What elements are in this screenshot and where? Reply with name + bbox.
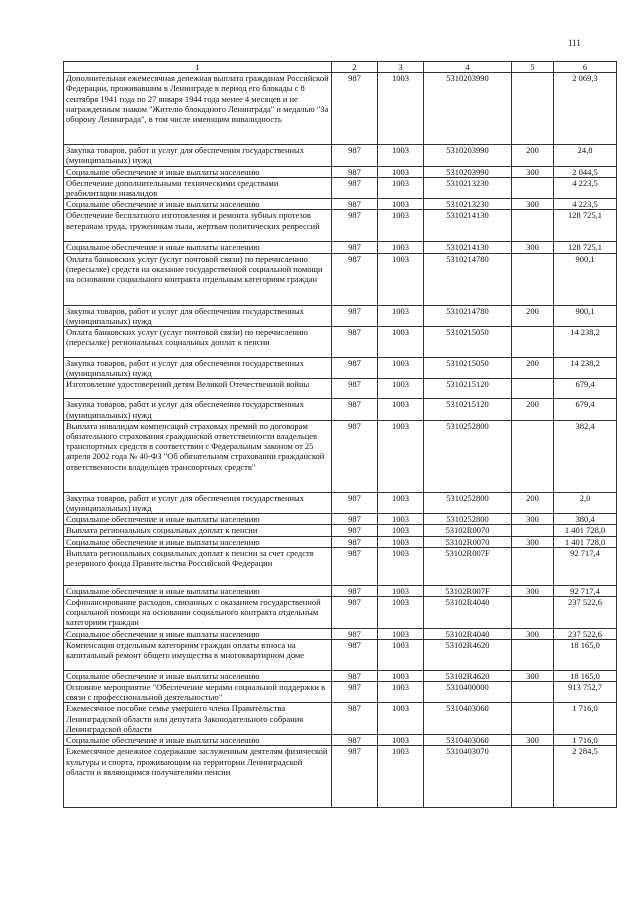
table-header-row	[64, 62, 617, 73]
row-value-cell: 237 522,6	[554, 597, 617, 629]
row-value-cell: 14 238,2	[554, 358, 617, 379]
table-row	[64, 242, 617, 253]
row-name-cell: Социальное обеспечение и иные выплаты населению	[64, 628, 332, 639]
row-value-cell: 300	[512, 166, 554, 177]
table-row	[64, 253, 617, 305]
row-value-cell: 987	[332, 199, 378, 210]
column-header: 2	[332, 62, 378, 73]
row-value-cell: 380,4	[554, 514, 617, 525]
row-value-cell: 1003	[378, 735, 424, 746]
row-value-cell: 900,1	[554, 305, 617, 326]
table-row	[64, 420, 617, 492]
row-name-cell: Закупка товаров, работ и услуг для обеспечения государственных (муниципальных) нужд	[64, 492, 332, 513]
row-name-cell: Социальное обеспечение и иные выплаты населению	[64, 166, 332, 177]
row-value-cell: 987	[332, 210, 378, 242]
row-name-cell: Социальное обеспечение и иные выплаты населению	[64, 670, 332, 681]
row-value-cell: 5310203990	[424, 145, 512, 166]
row-value-cell: 53102R007F	[424, 585, 512, 596]
row-value-cell: 300	[512, 585, 554, 596]
row-value-cell: 913 752,7	[554, 682, 617, 703]
row-value-cell: 2 284,5	[554, 746, 617, 808]
row-name-cell: Изготовление удостоверений детям Великой Отечественной войны	[64, 379, 332, 399]
row-value-cell: 24,8	[554, 145, 617, 166]
row-name-cell: Социальное обеспечение и иные выплаты населению	[64, 735, 332, 746]
row-value-cell: 987	[332, 514, 378, 525]
row-value-cell: 5310252800	[424, 514, 512, 525]
row-name-cell: Выплата региональных социальных доплат к пенсии за счет средств резервного фонда Правительства Российской Федерации	[64, 547, 332, 585]
row-value-cell: 4 223,5	[554, 177, 617, 198]
row-value-cell: 53102R4620	[424, 670, 512, 681]
row-name-cell: Дополнительная ежемесячная денежная выплата гражданам Российской Федерации, проживавшим в Ленинграде в период его блокады с 8 сентября 1941 года по 27 января 1944 года менее 4 месяцев и не награжденным знаком "Жителю блокадного Ленинграда" и медалью "За оборону Ленинграда", в том числе имеющим инвалидность	[64, 73, 332, 145]
row-value-cell: 1003	[378, 145, 424, 166]
row-value-cell: 1003	[378, 597, 424, 629]
row-value-cell: 1003	[378, 492, 424, 513]
row-value-cell: 5310215050	[424, 327, 512, 358]
row-value-cell: 5310203990	[424, 73, 512, 145]
row-value-cell: 1003	[378, 327, 424, 358]
row-value-cell: 18 165,0	[554, 670, 617, 681]
row-value-cell: 987	[332, 166, 378, 177]
row-value-cell: 987	[332, 682, 378, 703]
row-value-cell: 1003	[378, 73, 424, 145]
row-value-cell: 987	[332, 305, 378, 326]
row-value-cell: 5310400000	[424, 682, 512, 703]
row-value-cell	[512, 525, 554, 536]
table-row	[64, 547, 617, 585]
table-row	[64, 703, 617, 735]
row-value-cell: 53102R4620	[424, 639, 512, 670]
row-value-cell: 987	[332, 145, 378, 166]
row-value-cell: 1003	[378, 682, 424, 703]
row-name-cell: Обеспечение бесплатного изготовления и ремонта зубных протезов ветеранам труда, труженикам тыла, жертвам политических репрессий	[64, 210, 332, 242]
row-value-cell: 987	[332, 242, 378, 253]
row-value-cell: 1003	[378, 585, 424, 596]
row-value-cell: 5310214130	[424, 210, 512, 242]
table-row	[64, 682, 617, 703]
row-value-cell	[512, 682, 554, 703]
row-value-cell: 5310213230	[424, 199, 512, 210]
row-value-cell: 1 716,0	[554, 735, 617, 746]
row-value-cell: 18 165,0	[554, 639, 617, 670]
row-name-cell: Социальное обеспечение и иные выплаты населению	[64, 585, 332, 596]
table-row	[64, 358, 617, 379]
row-value-cell: 1003	[378, 547, 424, 585]
row-value-cell: 1003	[378, 199, 424, 210]
row-value-cell: 14 238,2	[554, 327, 617, 358]
row-value-cell: 5310214130	[424, 242, 512, 253]
row-value-cell: 5310403070	[424, 746, 512, 808]
row-value-cell: 5310203990	[424, 166, 512, 177]
row-value-cell: 1003	[378, 703, 424, 735]
column-header: 6	[554, 62, 617, 73]
row-value-cell: 4 223,5	[554, 199, 617, 210]
row-value-cell	[512, 177, 554, 198]
row-value-cell: 5310214780	[424, 305, 512, 326]
row-name-cell: Социальное обеспечение и иные выплаты населению	[64, 514, 332, 525]
row-value-cell: 128 725,1	[554, 210, 617, 242]
row-name-cell: Закупка товаров, работ и услуг для обеспечения государственных (муниципальных) нужд	[64, 358, 332, 379]
row-value-cell: 1003	[378, 525, 424, 536]
column-header: 3	[378, 62, 424, 73]
row-value-cell: 1003	[378, 420, 424, 492]
row-value-cell: 5310215050	[424, 358, 512, 379]
table-row	[64, 746, 617, 808]
row-value-cell: 987	[332, 420, 378, 492]
table-row	[64, 585, 617, 596]
row-value-cell: 382,4	[554, 420, 617, 492]
row-value-cell: 53102R4040	[424, 597, 512, 629]
table-row	[64, 305, 617, 326]
row-value-cell: 987	[332, 670, 378, 681]
row-value-cell	[512, 746, 554, 808]
row-value-cell: 987	[332, 536, 378, 547]
row-value-cell	[512, 253, 554, 305]
row-value-cell: 53102R0070	[424, 525, 512, 536]
table-row	[64, 536, 617, 547]
budget-table	[63, 61, 617, 808]
row-value-cell	[512, 547, 554, 585]
row-value-cell	[512, 327, 554, 358]
row-value-cell: 5310252800	[424, 492, 512, 513]
table-row	[64, 379, 617, 399]
row-name-cell: Основное мероприятие "Обеспечение мерами социальной поддержки в связи с профессиональной деятельностью"	[64, 682, 332, 703]
table-row	[64, 199, 617, 210]
row-value-cell: 1003	[378, 166, 424, 177]
table-row	[64, 166, 617, 177]
row-value-cell: 679,4	[554, 379, 617, 399]
row-value-cell: 1003	[378, 379, 424, 399]
row-value-cell: 987	[332, 597, 378, 629]
row-name-cell: Социальное обеспечение и иные выплаты населению	[64, 199, 332, 210]
row-value-cell: 53102R007F	[424, 547, 512, 585]
row-value-cell: 1003	[378, 514, 424, 525]
column-header: 1	[64, 62, 332, 73]
table-row	[64, 177, 617, 198]
row-value-cell: 679,4	[554, 399, 617, 420]
table-row	[64, 597, 617, 629]
row-value-cell: 1003	[378, 177, 424, 198]
table-row	[64, 670, 617, 681]
row-value-cell: 300	[512, 536, 554, 547]
table-row	[64, 514, 617, 525]
row-value-cell: 1 401 728,0	[554, 525, 617, 536]
row-value-cell	[512, 420, 554, 492]
row-value-cell: 2,0	[554, 492, 617, 513]
row-value-cell: 200	[512, 145, 554, 166]
row-value-cell: 987	[332, 177, 378, 198]
table-row	[64, 525, 617, 536]
table-row	[64, 492, 617, 513]
table-row	[64, 735, 617, 746]
row-value-cell: 200	[512, 399, 554, 420]
row-name-cell: Социальное обеспечение и иные выплаты населению	[64, 242, 332, 253]
row-value-cell: 5310213230	[424, 177, 512, 198]
table-row	[64, 639, 617, 670]
row-value-cell: 300	[512, 670, 554, 681]
row-value-cell: 987	[332, 628, 378, 639]
row-value-cell: 1003	[378, 628, 424, 639]
row-value-cell: 1003	[378, 210, 424, 242]
row-value-cell: 1003	[378, 639, 424, 670]
row-value-cell: 987	[332, 73, 378, 145]
row-name-cell: Закупка товаров, работ и услуг для обеспечения государственных (муниципальных) нужд	[64, 399, 332, 420]
row-value-cell: 300	[512, 242, 554, 253]
row-value-cell: 53102R0070	[424, 536, 512, 547]
row-value-cell: 5310214780	[424, 253, 512, 305]
row-value-cell: 1003	[378, 399, 424, 420]
row-value-cell: 5310403060	[424, 703, 512, 735]
row-value-cell: 987	[332, 379, 378, 399]
row-value-cell: 1003	[378, 242, 424, 253]
row-value-cell: 5310252800	[424, 420, 512, 492]
row-value-cell	[512, 210, 554, 242]
row-value-cell: 5310215120	[424, 399, 512, 420]
row-value-cell: 300	[512, 735, 554, 746]
row-name-cell: Компенсация отдельным категориям граждан оплаты взноса на капитальный ремонт общего имущества в многоквартирном доме	[64, 639, 332, 670]
row-value-cell	[512, 597, 554, 629]
row-value-cell	[512, 73, 554, 145]
table-row	[64, 628, 617, 639]
row-value-cell: 2 069,3	[554, 73, 617, 145]
row-name-cell: Ежемесячное пособие семье умершего члена Правительства Ленинградской области или депутата Законодательного собрания Ленинградской области	[64, 703, 332, 735]
row-value-cell: 987	[332, 253, 378, 305]
page-number: 111	[568, 38, 581, 48]
column-header: 4	[424, 62, 512, 73]
row-value-cell: 237 522,6	[554, 628, 617, 639]
row-name-cell: Оплата банковских услуг (услуг почтовой связи) по перечислению (пересылке) средств на оказание государственной социальной помощи на основании социального контракта отдельным категориям граждан	[64, 253, 332, 305]
row-value-cell: 987	[332, 585, 378, 596]
row-value-cell: 200	[512, 358, 554, 379]
row-value-cell: 53102R4040	[424, 628, 512, 639]
row-value-cell: 2 044,5	[554, 166, 617, 177]
row-value-cell: 1003	[378, 746, 424, 808]
row-value-cell: 1003	[378, 536, 424, 547]
row-value-cell	[512, 639, 554, 670]
row-value-cell: 1 401 728,0	[554, 536, 617, 547]
row-value-cell: 300	[512, 514, 554, 525]
row-value-cell: 1003	[378, 670, 424, 681]
row-value-cell: 987	[332, 735, 378, 746]
row-value-cell: 987	[332, 492, 378, 513]
row-value-cell: 5310403060	[424, 735, 512, 746]
row-value-cell: 987	[332, 525, 378, 536]
table-row	[64, 327, 617, 358]
row-value-cell	[512, 703, 554, 735]
row-name-cell: Обеспечение дополнительными техническими средствами реабилитации инвалидов	[64, 177, 332, 198]
row-name-cell: Закупка товаров, работ и услуг для обеспечения государственных (муниципальных) нужд	[64, 145, 332, 166]
row-value-cell: 1003	[378, 358, 424, 379]
row-value-cell: 1003	[378, 253, 424, 305]
row-value-cell: 300	[512, 199, 554, 210]
table-row	[64, 73, 617, 145]
row-value-cell: 1003	[378, 305, 424, 326]
row-value-cell: 987	[332, 547, 378, 585]
row-value-cell: 987	[332, 703, 378, 735]
row-name-cell: Выплата инвалидам компенсаций страховых премий по договорам обязательного страхования гражданской ответственности владельцев транспортных средств в соответствии с Федеральным законом от 25 апреля 2002 года № 40-ФЗ "Об обязательном страховании гражданской ответственности владельцев транспортных средств"	[64, 420, 332, 492]
row-value-cell: 5310215120	[424, 379, 512, 399]
row-value-cell: 128 725,1	[554, 242, 617, 253]
row-name-cell: Ежемесячное денежное содержание заслуженным деятелям физической культуры и спорта, проживающим на территории Ленинградской области и являющимся получателями пенсии	[64, 746, 332, 808]
row-name-cell: Выплата региональных социальных доплат к пенсии	[64, 525, 332, 536]
table-row	[64, 399, 617, 420]
row-value-cell: 987	[332, 746, 378, 808]
row-value-cell	[512, 379, 554, 399]
table-row	[64, 145, 617, 166]
table-row	[64, 210, 617, 242]
table-body	[64, 73, 617, 808]
row-value-cell: 300	[512, 628, 554, 639]
row-value-cell: 987	[332, 358, 378, 379]
row-value-cell: 200	[512, 305, 554, 326]
row-name-cell: Закупка товаров, работ и услуг для обеспечения государственных (муниципальных) нужд	[64, 305, 332, 326]
row-name-cell: Социальное обеспечение и иные выплаты населению	[64, 536, 332, 547]
row-value-cell: 1 716,0	[554, 703, 617, 735]
row-value-cell: 200	[512, 492, 554, 513]
row-value-cell: 987	[332, 399, 378, 420]
row-value-cell: 987	[332, 639, 378, 670]
row-name-cell: Оплата банковских услуг (услуг почтовой связи) по перечислению (пересылке) региональных социальных доплат к пенсии	[64, 327, 332, 358]
row-value-cell: 92 717,4	[554, 547, 617, 585]
row-value-cell: 987	[332, 327, 378, 358]
row-value-cell: 92 717,4	[554, 585, 617, 596]
row-name-cell: Софинансирование расходов, связанных с оказанием государственной социальной помощи на основании социального контракта отдельным категориям граждан	[64, 597, 332, 629]
row-value-cell: 900,1	[554, 253, 617, 305]
column-header: 5	[512, 62, 554, 73]
